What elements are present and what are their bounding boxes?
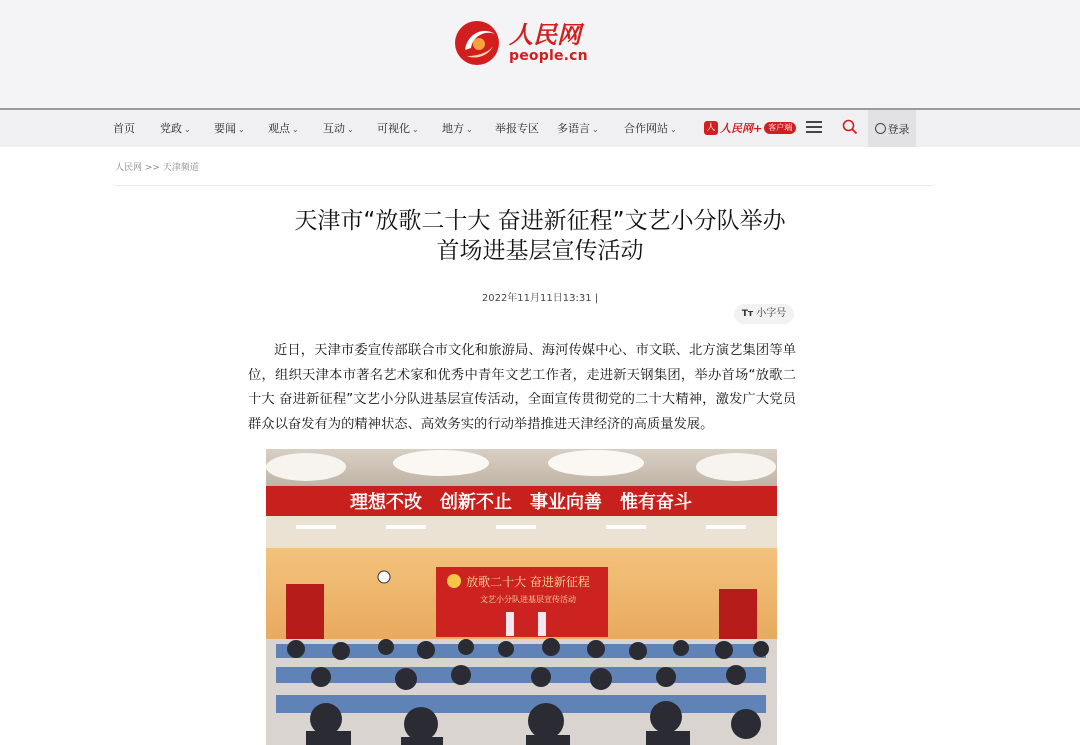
stage-title: 放歌二十大 奋进新征程 [466, 575, 590, 589]
breadcrumb[interactable]: 人民网 >> 天津频道 [115, 163, 199, 173]
login-label: 登录 [887, 122, 910, 136]
nav-item-opinion[interactable]: 观点 ⌄ [268, 122, 299, 135]
chevron-down-icon: ⌄ [292, 125, 299, 134]
nav-item-local[interactable]: 地方 ⌄ [442, 122, 473, 135]
nav-item-language[interactable]: 多语言 ⌄ [557, 122, 599, 135]
login-button[interactable] [868, 110, 916, 147]
chevron-down-icon: ⌄ [184, 125, 191, 134]
article-datetime: 2022年11月11日13:31 | [481, 293, 599, 304]
chevron-down-icon: ⌄ [670, 125, 677, 134]
search-icon[interactable] [842, 119, 858, 135]
chevron-down-icon: ⌄ [412, 125, 419, 134]
nav-item-report[interactable]: 举报专区 [495, 122, 539, 135]
stage-subtitle: 文艺小分队进基层宣传活动 [480, 595, 576, 604]
main-nav [0, 110, 1080, 147]
svg-text:人民网: 人民网 [509, 20, 581, 49]
nav-item-partners[interactable]: 合作网站 ⌄ [624, 122, 677, 135]
nav-item-home[interactable]: 首页 [113, 122, 135, 135]
menu-icon[interactable] [806, 118, 822, 134]
article-photo [266, 449, 777, 745]
chevron-down-icon: ⌄ [238, 125, 245, 134]
chevron-down-icon: ⌄ [347, 125, 354, 134]
nav-item-news[interactable]: 要闻 ⌄ [214, 122, 245, 135]
nav-item-party[interactable]: 党政 ⌄ [160, 122, 191, 135]
site-logo[interactable] [453, 16, 593, 74]
logo-domain: people.cn [509, 48, 588, 64]
client-badge: 客户端 [764, 122, 796, 134]
client-app-link[interactable] [704, 120, 796, 136]
text-size-icon: Tт [741, 309, 754, 319]
article-body: 近日，天津市委宣传部联合市文化和旅游局、海河传媒中心、市文联、北方演艺集团等单位，组织天津本市著名艺术家和优秀中青年文艺工作者，走进新天钢集团，举办首场“放歌二十大 奋进新征程”文艺小分队进基层宣传活动，全面宣传贯彻党的二十大精神，激发广大党员群众以奋发有为的精神状态、高效务实的行动举措推进天津经济的高质量发展。 [248, 343, 796, 432]
people-app-icon: 人 [704, 121, 718, 135]
nav-item-interact[interactable]: 互动 ⌄ [323, 122, 354, 135]
client-brand: 人民网+ [720, 122, 763, 135]
photo-banner-text: 理想不改 创新不止 事业向善 惟有奋斗 [350, 492, 692, 513]
user-icon [875, 123, 886, 134]
chevron-down-icon: ⌄ [592, 125, 599, 134]
nav-item-visual[interactable]: 可视化 ⌄ [377, 122, 419, 135]
font-size-toggle[interactable]: Tт 小字号 [734, 304, 794, 324]
chevron-down-icon: ⌄ [466, 125, 473, 134]
logo-graphic [453, 16, 593, 74]
article-title: 天津市“放歌二十大 奋进新征程”文艺小分队举办 首场进基层宣传活动 [294, 208, 786, 264]
divider [115, 185, 933, 186]
